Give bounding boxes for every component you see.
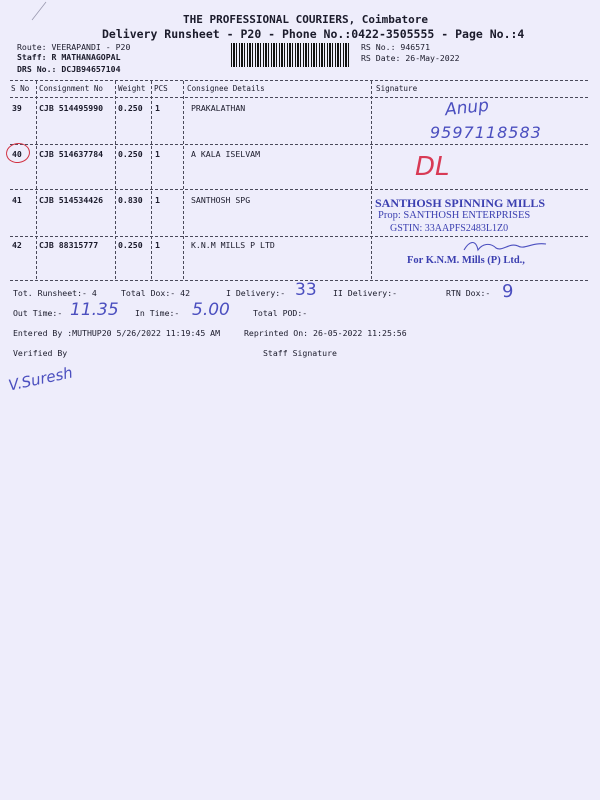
col-consignee: Consignee Details [187,84,265,93]
divider [10,97,588,98]
col-weight: Weight [118,84,146,93]
signature-row-42 [460,238,550,256]
total-dox: Total Dox:- 42 [121,288,191,298]
verifier-signature: V.Suresh [6,363,75,395]
entered-by: Entered By :MUTHUP20 5/26/2022 11:19:45 AM [13,328,221,338]
divider [10,144,588,145]
row-sno: 39 [12,103,22,113]
row-sno: 42 [12,240,22,250]
in-time-value: 5.00 [192,300,230,320]
row-pcs: 1 [155,149,160,159]
rs-date: RS Date: 26-May-2022 [361,53,460,63]
column-divider [183,81,184,279]
rs-number: RS No.: 946571 [361,42,431,52]
ii-delivery-label: II Delivery:- [333,288,398,298]
row-weight: 0.250 [118,240,143,250]
stamp-title: SANTHOSH SPINNING MILLS [375,196,546,210]
staff-signature-label: Staff Signature [263,348,337,358]
row-weight: 0.250 [118,149,143,159]
staff-text: Staff: R MATHANAGOPAL [17,52,121,62]
divider [10,189,588,190]
row-consignment: CJB 88315777 [39,240,99,250]
stamp-prop: Prop: SANTHOSH ENTERPRISES [378,210,531,221]
row-weight: 0.250 [118,103,143,113]
row-pcs: 1 [155,240,160,250]
divider [10,236,588,237]
row-consignment: CJB 514495990 [39,103,104,113]
stamp-knm: For K.N.M. Mills (P) Ltd., [407,255,525,266]
total-pod-label: Total POD:- [253,308,308,318]
barcode [231,43,351,67]
in-time-label: In Time:- [135,308,180,318]
column-divider [115,81,116,279]
stamp-gstin: GSTIN: 33AAPFS2483L1Z0 [390,223,509,234]
drs-number: DRS No.: DCJB94657104 [17,64,121,74]
row-pcs: 1 [155,103,160,113]
row-consignee: A KALA ISELVAM [191,149,261,159]
col-signature: Signature [376,84,418,93]
row-pcs: 1 [155,195,160,205]
i-delivery-label: I Delivery:- [226,288,286,298]
rtn-dox-label: RTN Dox:- [446,288,491,298]
i-delivery-value: 33 [295,280,317,300]
out-time-label: Out Time:- [13,308,63,318]
column-divider [371,81,372,279]
row-consignment: CJB 514534426 [39,195,104,205]
col-pcs: PCS [154,84,168,93]
row-consignee: PRAKALATHAN [191,103,246,113]
signature-row-39: Anup [444,95,490,121]
row-sno: 41 [12,195,22,205]
col-consignment: Consignment No [39,84,104,93]
row-consignee: SANTHOSH SPG [191,195,251,205]
company-title: THE PROFESSIONAL COURIERS, Coimbatore [183,13,429,26]
row-consignment: CJB 514637784 [39,149,104,159]
row-sno: 40 [12,149,22,159]
divider [10,80,588,81]
row-weight: 0.830 [118,195,143,205]
tot-runsheet: Tot. Runsheet:- 4 [13,288,97,298]
scan-mark [30,0,50,22]
out-time-value: 11.35 [70,300,119,320]
rtn-dox-value: 9 [502,281,514,302]
col-sno: S No [11,84,30,93]
verified-by-label: Verified By [13,348,68,358]
column-divider [36,81,37,279]
row-consignee: K.N.M MILLS P LTD [191,240,275,250]
column-divider [151,81,152,279]
signature-row-40: DL [415,152,450,182]
signature-phone-row-39: 9597118583 [430,123,542,142]
route-text: Route: VEERAPANDI - P20 [17,42,131,52]
runsheet-title: Delivery Runsheet - P20 - Phone No.:0422-3505555 - Page No.:4 [102,27,525,41]
reprinted-on: Reprinted On: 26-05-2022 11:25:56 [244,328,407,338]
